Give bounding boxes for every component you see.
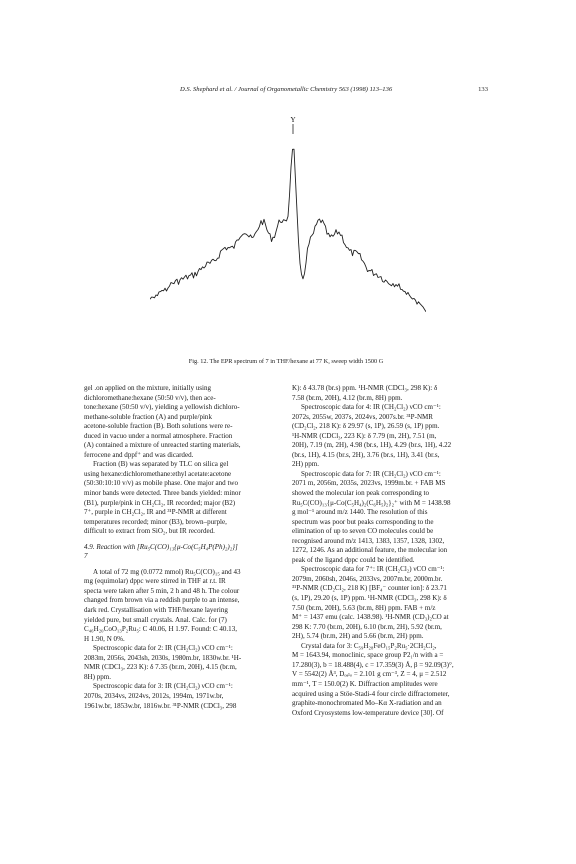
paragraph-line: Fraction (B) was separated by TLC on silica gel [93,460,229,469]
paragraph-line: 7.58 (br.m, 20H), 4.12 (br.m, 8H) ppm. [292,393,403,402]
epr-spectrum-plot [150,112,426,350]
paragraph-line: mg (equimolar) dppc were stirred in THF at r.t. IR [84,577,226,586]
paragraph-line: Oxford Cryosystems low-temperature device [30]. Of [292,708,444,717]
section-heading [84,543,280,562]
paragraph-line: A total of 72 mg (0.0772 mmol) Ru₅C(CO)₁₅ and 43 [93,567,241,576]
section-heading-line: 4.9. Reaction with [Ru₅C(CO)₁₃{μ-Co(C₅H₄P(Ph)₂)₂}] [84,542,238,551]
right-text-column [292,384,488,718]
paragraph-line: (CD₂Cl₂, 218 K): δ 29.97 (s, 1P), 26.59 (s, 1P) ppm. [292,422,440,431]
paragraph-line: dichloromethane:hexane (50:50 v/v), then ace- [84,393,216,402]
paragraph-line: 7⁺, purple in CH₂Cl₂, IR and ³¹P-NMR at different [84,508,227,517]
paragraph-line: acetone-soluble fraction (B). Both solutions were re- [84,422,233,431]
epr-spectrum-figure [150,112,426,350]
paragraph-line: spectrum was poor but peaks corresponding to the [292,517,434,526]
paragraph-line: graphite-monochromated Mo–Kα X-radiation and an [292,699,442,708]
paragraph-line: gel .on applied on the mixture, initially using [84,384,212,392]
paragraph-line: 1961w.br, 1853w.br, 1816w.br. ³¹P-NMR (CDCl₃, 298 [84,701,237,710]
page-number: 133 [478,86,488,93]
paragraph-line: ferrocene and dppf⁺ and was dicarded. [84,450,194,459]
paragraph-line: elimination of up to seven CO molecules could be [292,527,434,536]
paragraph-line: 1272, 1246. As an additional feature, the molecular ion [292,546,448,555]
paragraph-line: M⁺ = 1437 emu (calc. 1438.98). ¹H-NMR (CD₃)₂CO at [292,613,449,622]
paragraph-line: minor bands were detected. Three bands yielded: minor [84,489,241,498]
paragraph-line: M = 1643.94, monoclinic, space group P2₁/n with a = [292,651,444,660]
paragraph-line: Spectroscopic data for 7⁺: IR (CH₂Cl₂) νCO cm⁻¹: [301,565,445,574]
paragraph-line: Crystal data for 3: C₅₉H₂₈FeO₁₅P₂Ru₅·2CH₂Cl₂, [301,641,437,650]
left-text-column [84,384,280,711]
paragraph-line: 17.280(3), b = 18.488(4), c = 17.359(3) Å, β = 92.09(3)°, [292,660,454,669]
paragraph-line: 2070s, 2034vs, 2024vs, 2012s, 1994m, 1971w.br, [84,691,224,700]
paragraph-line: ¹H-NMR (CDCl₃, 223 K): δ 7.79 (m, 2H), 7.51 (m, [292,431,437,440]
paragraph-line: H 1.90, N 0%. [84,634,125,643]
paragraph-line: ³¹P-NMR (CD₂Cl₂, 218 K) [BF₄⁻ counter ion]: δ 23.71 [292,584,447,593]
spectrum-trace [150,149,426,312]
paragraph-line: Spectroscopic data for 2: IR (CH₂Cl₂) νCO cm⁻¹: [93,644,233,653]
paragraph-line: NMR (CDCl₃, 223 K): δ 7.35 (br.m, 20H), 4.15 (br.m, [84,663,237,672]
paragraph-line: 2071 m, 2056m, 2035s, 2023vs, 1999m.br. + FAB MS [292,479,446,488]
paragraph-line: 20H), 7.19 (m, 2H), 4.98 (br.s, 1H), 4.29 (br.s, 1H), 4.22 [292,441,452,450]
paragraph-line: peak of the ligand dppc could be identified. [292,555,415,564]
paragraph-line: temperatures recorded; minor (B3), brown–purple, [84,517,227,526]
paragraph-line: dark red. Crystallisation with THF/hexane layering [84,606,228,615]
paragraph-line: 298 K: 7.70 (br.m, 20H), 6.10 (br.m, 2H), 5.92 (br.m, [292,622,442,631]
figure-caption: Fig. 12. The EPR spectrum of 7 in THF/hexane at 77 K, sweep width 1500 G [188,358,384,365]
paragraph-line: 8H) ppm. [84,672,112,681]
paragraph-line: 2083m, 2056s, 2043sh, 2030s, 1980m.br, 1830w.br. ¹H- [84,653,242,662]
paragraph-line: 2079m, 2060sh, 2046s, 2033vs, 2007m.br, 2000m.br. [292,574,443,583]
paragraph-line: K): δ 43.78 (br.s) ppm. ¹H-NMR (CDCl₃, 298 K): δ [292,384,438,392]
paragraph-line: mm⁻¹, T = 150.0(2) K. Diffraction amplitudes were [292,679,438,688]
paragraph-line: g mol⁻¹ around m/z 1440. The resolution of this [292,508,428,517]
paragraph-line: yielded pure, but small crystals. Anal. Calc. for (7) [84,615,227,624]
paragraph-line: difficult to extract from SiO₂, but IR recorded. [84,527,215,536]
paragraph-line: (s, 1P), 29.20 (s, 1P) ppm. ¹H-NMR (CDCl₃, 298 K): δ [292,594,447,603]
paragraph-line: C₄₆H₂₀CoO₁₃P₂Ru₅: C 40.06, H 1.97. Found: C 40.13, [84,625,237,634]
paragraph-line: showed the molecular ion peak corresponding to [292,489,429,498]
paragraph-line: methane-soluble fraction (A) and purple/pink [84,412,212,421]
paragraph-line: 7.50 (br.m, 20H), 5.63 (br.m, 8H) ppm. FAB + m/z [292,603,436,612]
paragraph-line: recognised around m/z 1413, 1383, 1357, 1328, 1302, [292,536,445,545]
paragraph-line: V = 5542(2) Å³, Dₒₐₗₒ = 2.101 g cm⁻³, Z = 4, μ = 2.512 [292,670,447,679]
paragraph-line: changed from brown via a reddish purple to an intense, [84,596,240,605]
paragraph-line: 2H), 5.74 (br.m, 2H) and 5.66 (br.m, 2H) ppm. [292,632,424,641]
paragraph-line: 2H) ppm. [292,460,320,469]
paragraph-line: Spectroscopic data for 4: IR (CH₂Cl₂) νCO cm⁻¹: [301,403,441,412]
paragraph-line: (A) contained a mixture of unreacted starting materials, [84,441,241,450]
paragraph-line: (B1), purple/pink in CH₂Cl₂, IR recorded; major (B2) [84,498,236,507]
spectrum-marker-label: Y [290,116,296,124]
paragraph-line: duced in vacuo under a normal atmosphere. Fraction [84,431,233,440]
paragraph-line: (br.s, 1H), 4.15 (br.s, 2H), 3.76 (br.s, 1H), 3.41 (br.s, [292,450,440,459]
section-heading-line: 7 [84,552,88,561]
paragraph-line: Ru₅C(CO)₁₃{μ-Co(C₅H₄)₂(C₆H₅)₂}₂⁺ with M = 1438.98 [292,498,451,507]
paragraph-line: tone:hexane (50:50 v/v), yielding a yellowish dichloro- [84,403,240,412]
journal-citation: D.S. Shephard et al. / Journal of Organometallic Chemistry 563 (1998) 113–136 [180,86,393,93]
paragraph-line: Spectroscopic data for 7: IR (CH₂Cl₂) νCO cm⁻¹: [301,469,441,478]
paragraph-line: using hexane:dichloromethane:ethyl acetate:acetone [84,469,232,478]
paragraph-line: Spectroscopic data for 3: IR (CH₂Cl₂) νCO cm⁻¹: [93,682,233,691]
paragraph-line: 2072s, 2055w, 2037s, 2024vs, 2007s.br. ³¹P-NMR [292,412,433,421]
paragraph-line: acquired using a Stöe-Stadi-4 four circle diffractometer, [292,689,450,698]
paragraph-line: specta were taken after 5 min, 2 h and 48 h. The colour [84,586,240,595]
paragraph-line: (50:30:10:10 v/v) as mobile phase. One major and two [84,479,239,488]
